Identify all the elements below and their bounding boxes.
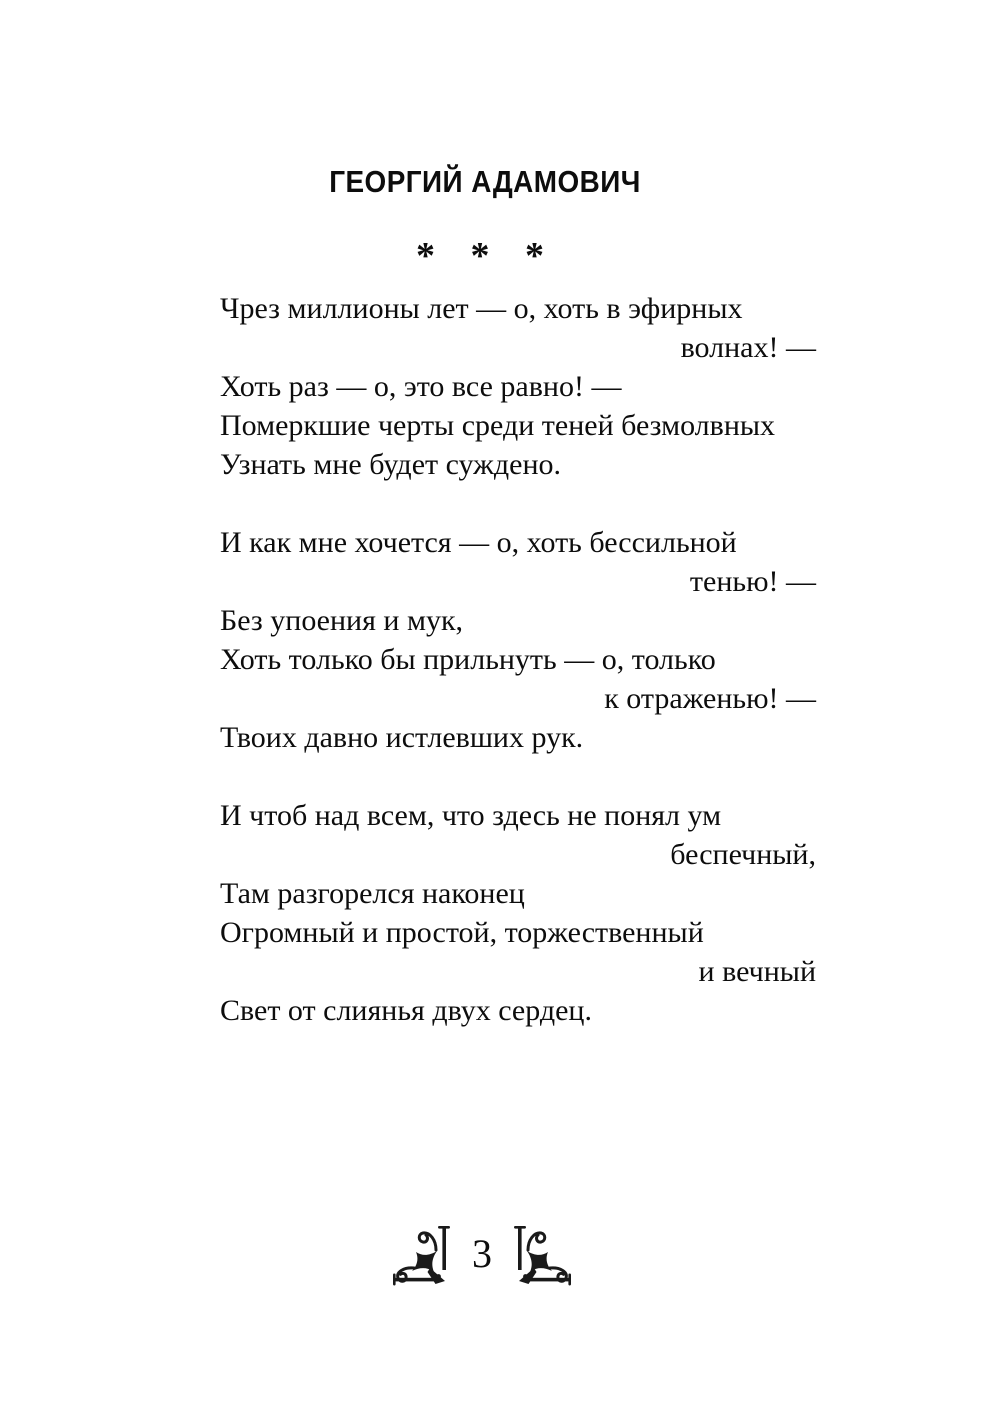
poem-line: к отраженью! — [604,682,816,715]
poem-line: беспечный, [670,838,816,871]
poem [220,289,816,1069]
stanza-1 [220,289,816,484]
poem-line: И как мне хочется — о, хоть бессильной [220,526,737,559]
poem-line: Без упоения и мук, [220,604,464,637]
stanza-3 [220,796,816,1030]
poem-line: тенью! — [689,565,816,598]
poem-line: Хоть раз — о, это все равно! — [220,370,622,403]
author-title: ГЕОРГИЙ АДАМОВИЧ [329,164,641,199]
stanza-2 [220,523,816,757]
corner-flourish-left-icon [388,1222,460,1286]
page-number: 3 [472,1231,492,1276]
poem-line: Хоть только бы прильнуть — о, только [220,643,716,676]
poem-line: и вечный [698,955,816,988]
poem-line: Узнать мне будет суждено. [220,448,562,481]
page-footer [0,1222,964,1286]
poem-line: Свет от слиянья двух сердец. [220,994,592,1027]
corner-flourish-right-icon [504,1222,576,1286]
poem-line: Чрез миллионы лет — о, хоть в эфирных [220,292,743,325]
poem-line: И чтоб над всем, что здесь не понял ум [220,799,722,832]
poem-line: Твоих давно истлевших рук. [220,721,584,754]
poem-line: Там разгорелся наконец [220,877,525,910]
poem-marker: * * * [416,235,544,277]
poem-line: Огромный и простой, торжественный [220,916,704,949]
poem-line: Померкшие черты среди теней безмолвных [220,409,776,442]
poem-line: волнах! — [680,331,816,364]
